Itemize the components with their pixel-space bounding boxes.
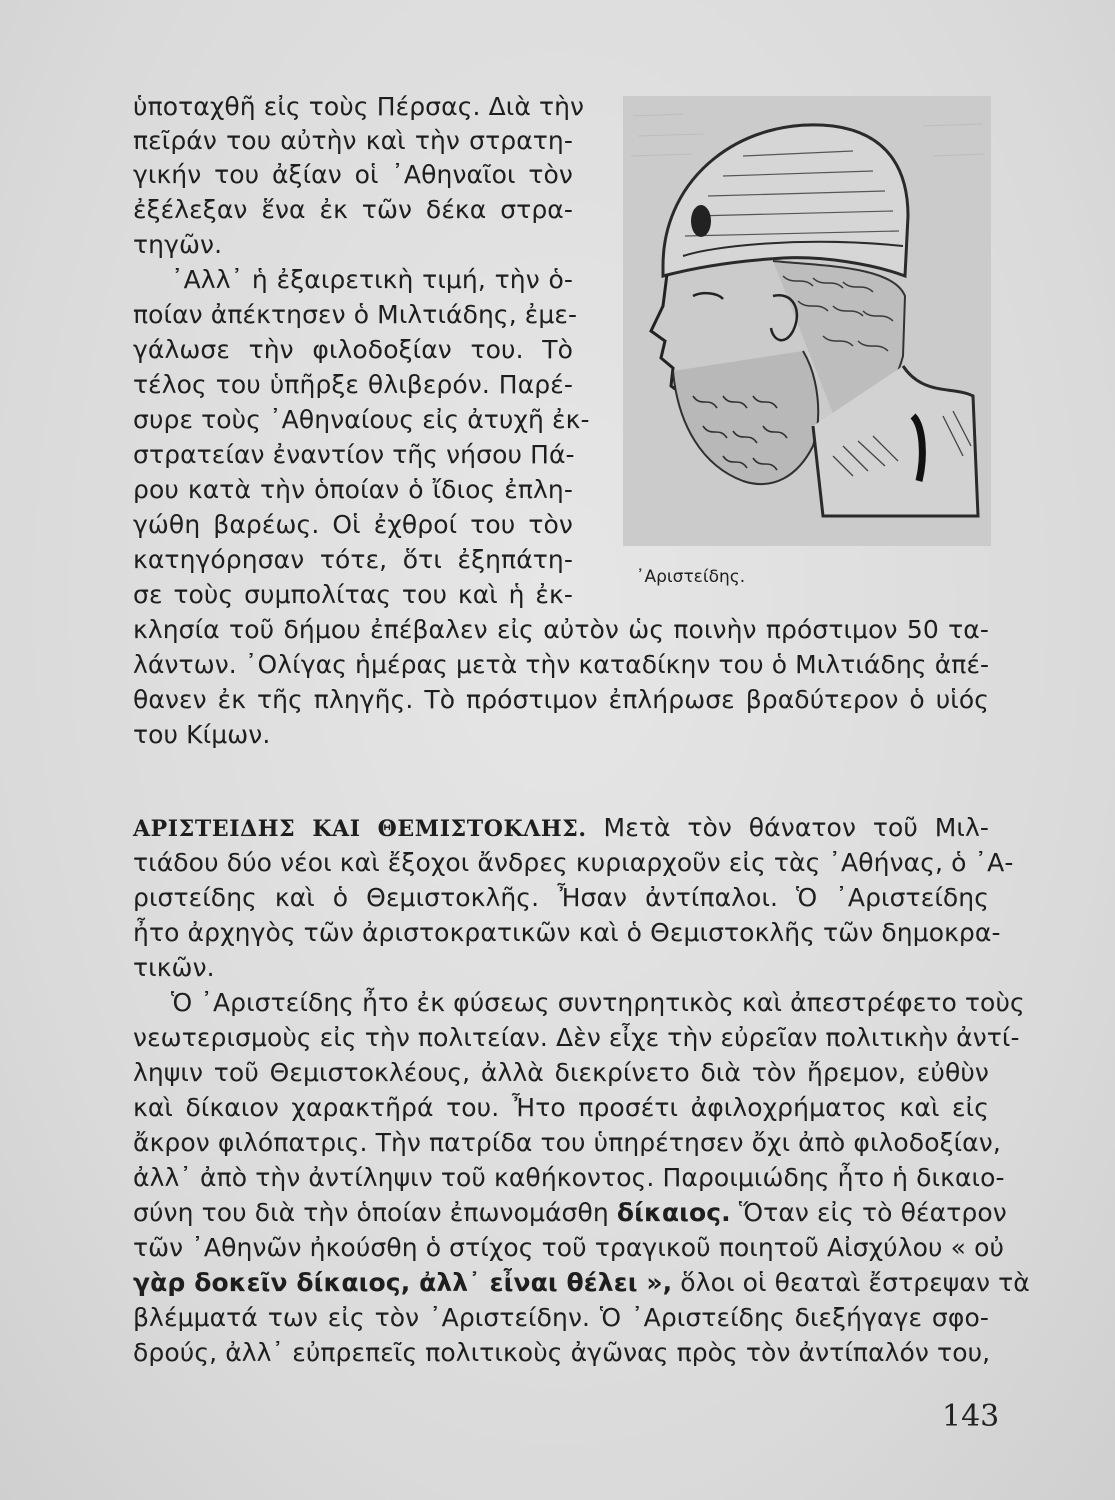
text-line: τηγῶν. [133, 230, 223, 259]
bold-word-dikaios: δίκαιος. [616, 1198, 731, 1227]
text-line: θανεν ἐκ τῆς πληγῆς. Τὸ πρόστιμον ἐπλήρωσε βραδύτερον ὁ υἱός [133, 685, 989, 714]
section-first-line-text: Μετὰ τὸν θάνατον τοῦ Μιλ- [603, 813, 990, 842]
text-line: νεωτερισμοὺς εἰς τὴν πολιτείαν. Δὲν εἶχε τὴν εὐρεῖαν πολιτικὴν ἀντί- [133, 1023, 1020, 1052]
figure-caption: ᾿Αριστείδης. [636, 567, 746, 587]
section-heading: ΑΡΙΣΤΕΙΔΗΣ ΚΑΙ ΘΕΜΙΣΤΟΚΛΗΣ. [133, 816, 587, 842]
text-line: ᾿Αλλ᾿ ἡ ἐξαιρετικὴ τιμή, τὴν ὁ- [171, 265, 573, 294]
text-line: κατηγόρησαν τότε, ὅτι ἐξηπάτη- [133, 545, 573, 574]
text-line: σε τοὺς συμπολίτας του καὶ ἡ ἐκ- [133, 580, 573, 609]
text-line: γάλωσε τὴν φιλοδοξίαν του. Τὸ [133, 335, 573, 364]
section-first-line [133, 811, 989, 846]
text-line: του Κίμων. [133, 720, 271, 749]
text-line: ρου κατὰ τὴν ὁποίαν ὁ ἴδιος ἐπλη- [133, 475, 573, 504]
text-line: τέλος του ὑπῆρξε θλιβερόν. Παρέ- [133, 370, 573, 399]
text-line: ριστείδης καὶ ὁ Θεμιστοκλῆς. Ἦσαν ἀντίπαλοι. Ὁ ᾿Αριστείδης [133, 883, 989, 912]
text-line: τῶν ᾿Αθηνῶν ἠκούσθη ὁ στίχος τοῦ τραγικοῦ ποιητοῦ Αἰσχύλου « οὐ [133, 1233, 1005, 1262]
text-line [133, 1266, 1030, 1300]
text-line: ληψιν τοῦ Θεμιστοκλέους, ἀλλὰ διεκρίνετο διὰ τὸν ἤρεμον, εὐθὺν [133, 1058, 989, 1087]
text-line: λάντων. ᾿Ολίγας ἡμέρας μετὰ τὴν καταδίκην του ὁ Μιλτιάδης ἀπέ- [133, 650, 990, 679]
text-line: ἐξέλεξαν ἕνα ἐκ τῶν δέκα στρα- [133, 195, 573, 224]
text-segment: σύνη του διὰ τὴν ὁποίαν ἐπωνομάσθη [133, 1198, 609, 1227]
text-line: τικῶν. [133, 953, 215, 982]
text-line: γικήν του ἀξίαν οἱ ᾿Αθηναῖοι τὸν [133, 160, 573, 189]
text-line: στρατείαν ἐναντίον τῆς νήσου Πά- [133, 440, 575, 469]
text-line: καὶ δίκαιον χαρακτῆρά του. Ἦτο προσέτι ἀφιλοχρήματος καὶ εἰς [133, 1093, 989, 1122]
text-line: πεῖράν του αὐτὴν καὶ τὴν στρατη- [133, 126, 573, 155]
text-line [133, 1196, 1007, 1230]
text-line: ὑποταχθῆ εἰς τοὺς Πέρσας. Διὰ τὴν [133, 92, 585, 121]
bold-quote-aeschylus: γὰρ δοκεῖν δίκαιος, ἀλλ᾿ εἶναι θέλει », [133, 1268, 673, 1297]
text-line: ἀλλ᾿ ἀπὸ τὴν ἀντίληψιν τοῦ καθήκοντος. Παροιμιώδης ἦτο ἡ δικαιο- [133, 1163, 1005, 1192]
text-segment: ὅλοι οἱ θεαταὶ ἔστρεψαν τὰ [680, 1268, 1030, 1297]
text-line: συρε τοὺς ᾿Αθηναίους εἰς ἀτυχῆ ἐκ- [133, 405, 590, 434]
text-line: ἦτο ἀρχηγὸς τῶν ἀριστοκρατικῶν καὶ ὁ Θεμιστοκλῆς τῶν δημοκρα- [133, 918, 1001, 947]
portrait-drawing [623, 96, 991, 546]
text-segment: Ὅταν εἰς τὸ θέατρον [738, 1198, 1007, 1227]
text-line: γώθη βαρέως. Οἱ ἐχθροί του τὸν [133, 510, 573, 539]
aristides-portrait-image [623, 96, 991, 546]
text-line: δρούς, ἀλλ᾿ εὐπρεπεῖς πολιτικοὺς ἀγῶνας πρὸς τὸν ἀντίπαλόν του, [133, 1338, 991, 1367]
text-line: Ὁ ᾿Αριστείδης ἦτο ἐκ φύσεως συντηρητικὸς καὶ ἀπεστρέφετο τοὺς [171, 988, 1025, 1017]
text-line: κλησία τοῦ δήμου ἐπέβαλεν εἰς αὐτὸν ὡς ποινὴν πρόστιμον 50 τα- [133, 615, 989, 644]
text-line: τιάδου δύο νέοι καὶ ἔξοχοι ἄνδρες κυριαρχοῦν εἰς τὰς ᾿Αθήνας, ὁ ᾿Α- [133, 848, 1014, 877]
text-line: ποίαν ἀπέκτησεν ὁ Μιλτιάδης, ἐμε- [133, 300, 578, 329]
page-number: 143 [942, 1399, 1000, 1434]
text-line: ἄκρον φιλόπατρις. Τὴν πατρίδα του ὑπηρέτησεν ὄχι ἀπὸ φιλοδοξίαν, [133, 1128, 1001, 1157]
text-line: βλέμματά των εἰς τὸν ᾿Αριστείδην. Ὁ ᾿Αριστείδης διεξήγαγε σφο- [133, 1303, 989, 1332]
